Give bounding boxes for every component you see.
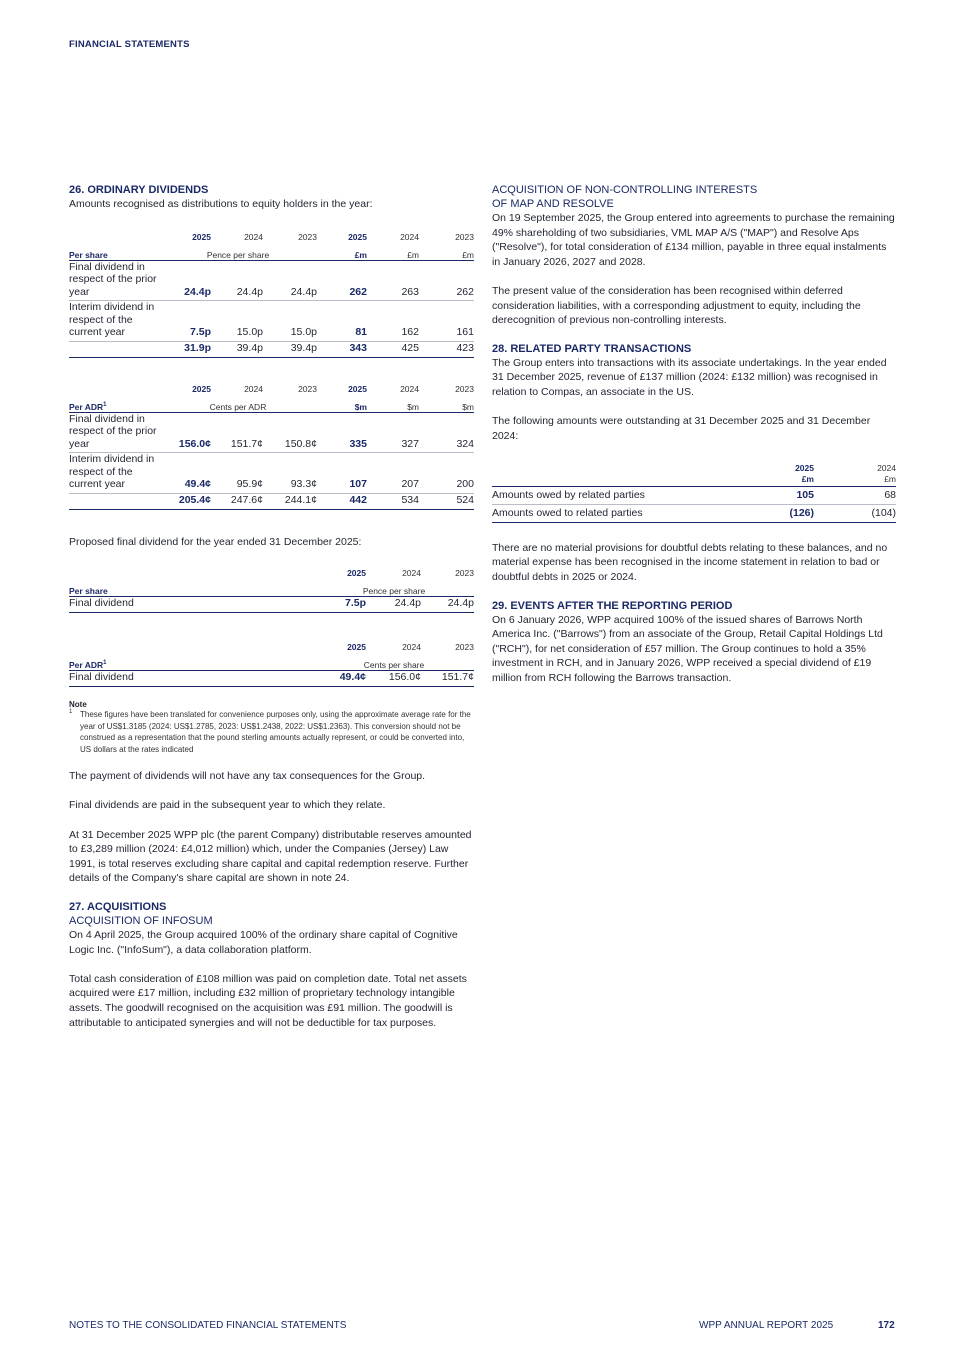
table-row: Interim dividend in respect of the current year 7.5p 15.0p 15.0p 81 162 161 xyxy=(69,301,474,342)
final-dividends-paragraph: Final dividends are paid in the subsequent year to which they relate. xyxy=(69,799,386,812)
total-row: 31.9p 39.4p 39.4p 343 425 423 xyxy=(69,341,474,357)
related-paragraph-2: The following amounts were outstanding at 31 December 2025 and 31 December 2024: xyxy=(492,415,871,442)
total-row: 205.4¢ 247.6¢ 244.1¢ 442 534 524 xyxy=(69,493,474,509)
footnote: 1 These figures have been translated for convenience purposes only, using the approximate average rate for the year of US$1.3185 (2024: US$1.2785, 2023: US$1.2438, 2022: US$1.2363). This conversion should not be construed as a representation that the pound sterling amounts actually represent, or could be converted into, US dollars at the rates indicated xyxy=(69,709,471,754)
table-row: Amounts owed by related parties 105 68 xyxy=(492,487,896,505)
footer-section-title: NOTES TO THE CONSOLIDATED FINANCIAL STATEMENTS xyxy=(69,1320,347,1331)
year-header-row: 2025 £m 2024 £m xyxy=(795,463,896,484)
year-header-row: 2025 2024 2023 xyxy=(347,642,474,653)
reserves-paragraph: At 31 December 2025 WPP plc (the parent Company) distributable reserves amounted to £3,289 million (2024: £4,012 million) which, under the Companies (Jersey) Law 1991, is total reserves excluding share capital and capital redemption reserve. Further details of the Company's share capital are shown in note 24. xyxy=(69,828,472,885)
per-adr-table xyxy=(69,381,474,510)
page-number: 172 xyxy=(878,1320,895,1331)
per-share-table xyxy=(69,229,474,358)
infosum-paragraph-1: On 4 April 2025, the Group acquired 100% of the ordinary share capital of Cognitive Logic Inc. ("InfoSum"), a data collaboration platform. xyxy=(69,928,458,956)
section-label: FINANCIAL STATEMENTS xyxy=(69,39,190,50)
acquisitions-heading: 27. ACQUISITIONS xyxy=(69,900,167,913)
footer-report-title: WPP ANNUAL REPORT 2025 xyxy=(699,1320,834,1331)
infosum-paragraph-2: Total cash consideration of £108 million was paid on completion date. Total net assets acquired were £17 million, including £32 million of proprietary technology intangible assets. The goodwill recognised on the acquisition was £91 million. The goodwill is attributable to anticipated synergies and will not be deductible for tax purposes. xyxy=(69,972,467,1029)
table-row: Final dividend in respect of the prior year 156.0¢ 151.7¢ 150.8¢ 335 327 324 xyxy=(69,412,474,453)
tax-paragraph: The payment of dividends will not have any tax consequences for the Group. xyxy=(69,770,426,783)
table-row: Amounts owed to related parties (126) (104) xyxy=(492,504,896,522)
events-paragraph: On 6 January 2026, WPP acquired 100% of the issued shares of Barrows North America Inc. ("Barrows") from an associate of the Group, Retail Capital Holdings Ltd ("RCH"), for net consideration of £57 million. The Group continues to hold a 35% investment in RCH, and in January 2026, WPP received a special dividend of £19 million from RCH following the Barrows transaction. xyxy=(492,613,883,684)
table-row: Final dividend 7.5p 24.4p 24.4p xyxy=(69,597,474,613)
proposed-intro: Proposed final dividend for the year ended 31 December 2025: xyxy=(69,535,362,548)
unit-row: Per ADR$^1$ Cents per ADR $m $m $m xyxy=(69,398,474,413)
related-paragraph-1: The Group enters into transactions with its associate undertakings. In the year ended 31 December 2025, revenue of £137 million (2024: £132 million) was recognised in relation to Compas, an associate in the US. xyxy=(492,356,887,398)
unit-row: Per share Pence per share £m £m £m xyxy=(69,246,474,261)
unit-row: Per ADR$^1$ Cents per share xyxy=(69,656,474,671)
year-header-row: 2025 2024 2023 xyxy=(347,568,474,579)
nci-subheading-line-1: ACQUISITION OF NON-CONTROLLING INTERESTS xyxy=(492,184,758,196)
nci-paragraph-1: On 19 September 2025, the Group entered into agreements to purchase the remaining 49% shareholding of two subsidiaries, VML MAP A/S ("MAP") and Resolve Aps ("Resolve"), for total consideration of £134 million, payable in three equal instalments in January 2026, 2027 and 2028. xyxy=(492,212,895,268)
related-heading: 28. RELATED PARTY TRANSACTIONS xyxy=(492,342,692,355)
related-paragraph-3: There are no material provisions for doubtful debts relating to these balances, and no material expense has been recognised in the income statement in relation to bad or doubtful debts in 2025 or 2024. xyxy=(492,541,888,583)
nci-paragraph-2: The present value of the consideration has been recognised within deferred consideration liabilities, with a corresponding adjustment to equity, including the derecognition of previous non-controlling interests. xyxy=(492,284,861,327)
infosum-subheading: ACQUISITION OF INFOSUM xyxy=(69,914,213,927)
unit-row: Per share Pence per share xyxy=(69,582,474,597)
dividends-heading: 26. ORDINARY DIVIDENDS xyxy=(69,184,209,196)
left-column xyxy=(69,183,474,1030)
note-heading: Note xyxy=(69,700,87,710)
related-party-table xyxy=(492,463,896,523)
table-row: Final dividend in respect of the prior year 24.4p 24.4p 24.4p 262 263 262 xyxy=(69,260,474,301)
proposed-share-table xyxy=(69,565,474,613)
proposed-adr-table xyxy=(69,639,474,687)
right-column xyxy=(492,183,896,686)
year-header-row: 2025 2024 2023 2025 2024 2023 xyxy=(192,383,474,394)
nci-subheading-line-2: OF MAP AND RESOLVE xyxy=(492,198,614,210)
dividends-intro: Amounts recognised as distributions to equity holders in the year: xyxy=(69,198,373,210)
table-row: Final dividend 49.4¢ 156.0¢ 151.7¢ xyxy=(69,671,474,687)
table-row: Interim dividend in respect of the current year 49.4¢ 95.9¢ 93.3¢ 107 207 200 xyxy=(69,453,474,494)
events-heading: 29. EVENTS AFTER THE REPORTING PERIOD xyxy=(492,599,733,612)
year-header-row: 2025 2024 2023 2025 2024 2023 xyxy=(192,231,474,242)
